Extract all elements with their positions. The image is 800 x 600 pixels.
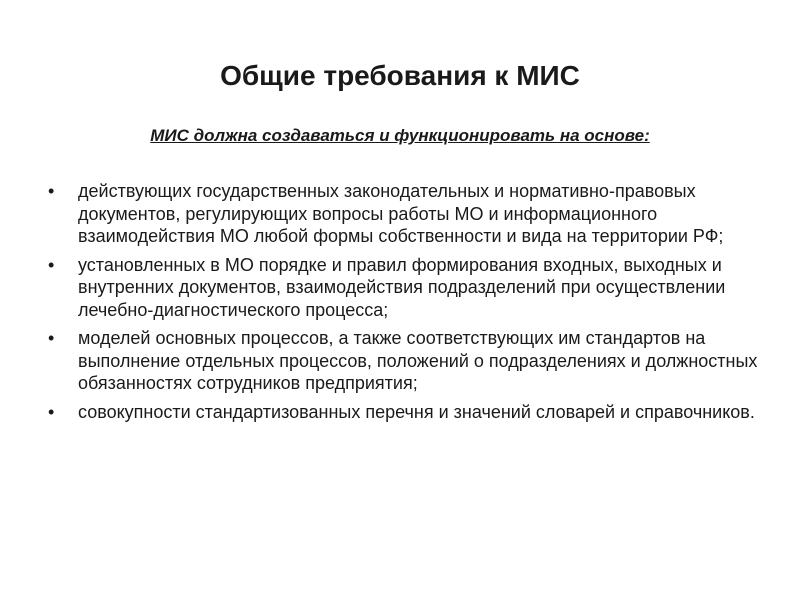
slide-subtitle: МИС должна создаваться и функционировать на основе: bbox=[150, 126, 650, 145]
bullet-icon: • bbox=[48, 181, 55, 201]
bullet-list bbox=[48, 180, 768, 429]
bullet-icon: • bbox=[48, 401, 55, 422]
list-item bbox=[48, 254, 768, 322]
bullet-text: совокупности стандартизованных перечня и значений словарей и справочников. bbox=[78, 401, 755, 422]
bullet-icon: • bbox=[48, 254, 55, 275]
list-item bbox=[48, 327, 768, 395]
bullet-text: моделей основных процессов, а также соответствующих им стандартов на выполнение отдельных процессов, положений о подразделениях и должностных обязанностях сотрудников предприятия; bbox=[78, 328, 758, 393]
bullet-text: действующих государственных законодательных и нормативно-правовых документов, регулирующих вопросы работы МО и информационного взаимодействия МО любой формы собственности и вида на территории РФ; bbox=[78, 181, 724, 246]
list-item bbox=[48, 401, 768, 424]
list-item bbox=[48, 180, 768, 248]
bullet-icon: • bbox=[48, 328, 55, 348]
slide-title: Общие требования к МИС bbox=[220, 60, 580, 91]
bullet-text: установленных в МО порядке и правил формирования входных, выходных и внутренних документов, взаимодействия подразделений при осуществлении лечебно-диагностического процесса; bbox=[78, 254, 726, 320]
